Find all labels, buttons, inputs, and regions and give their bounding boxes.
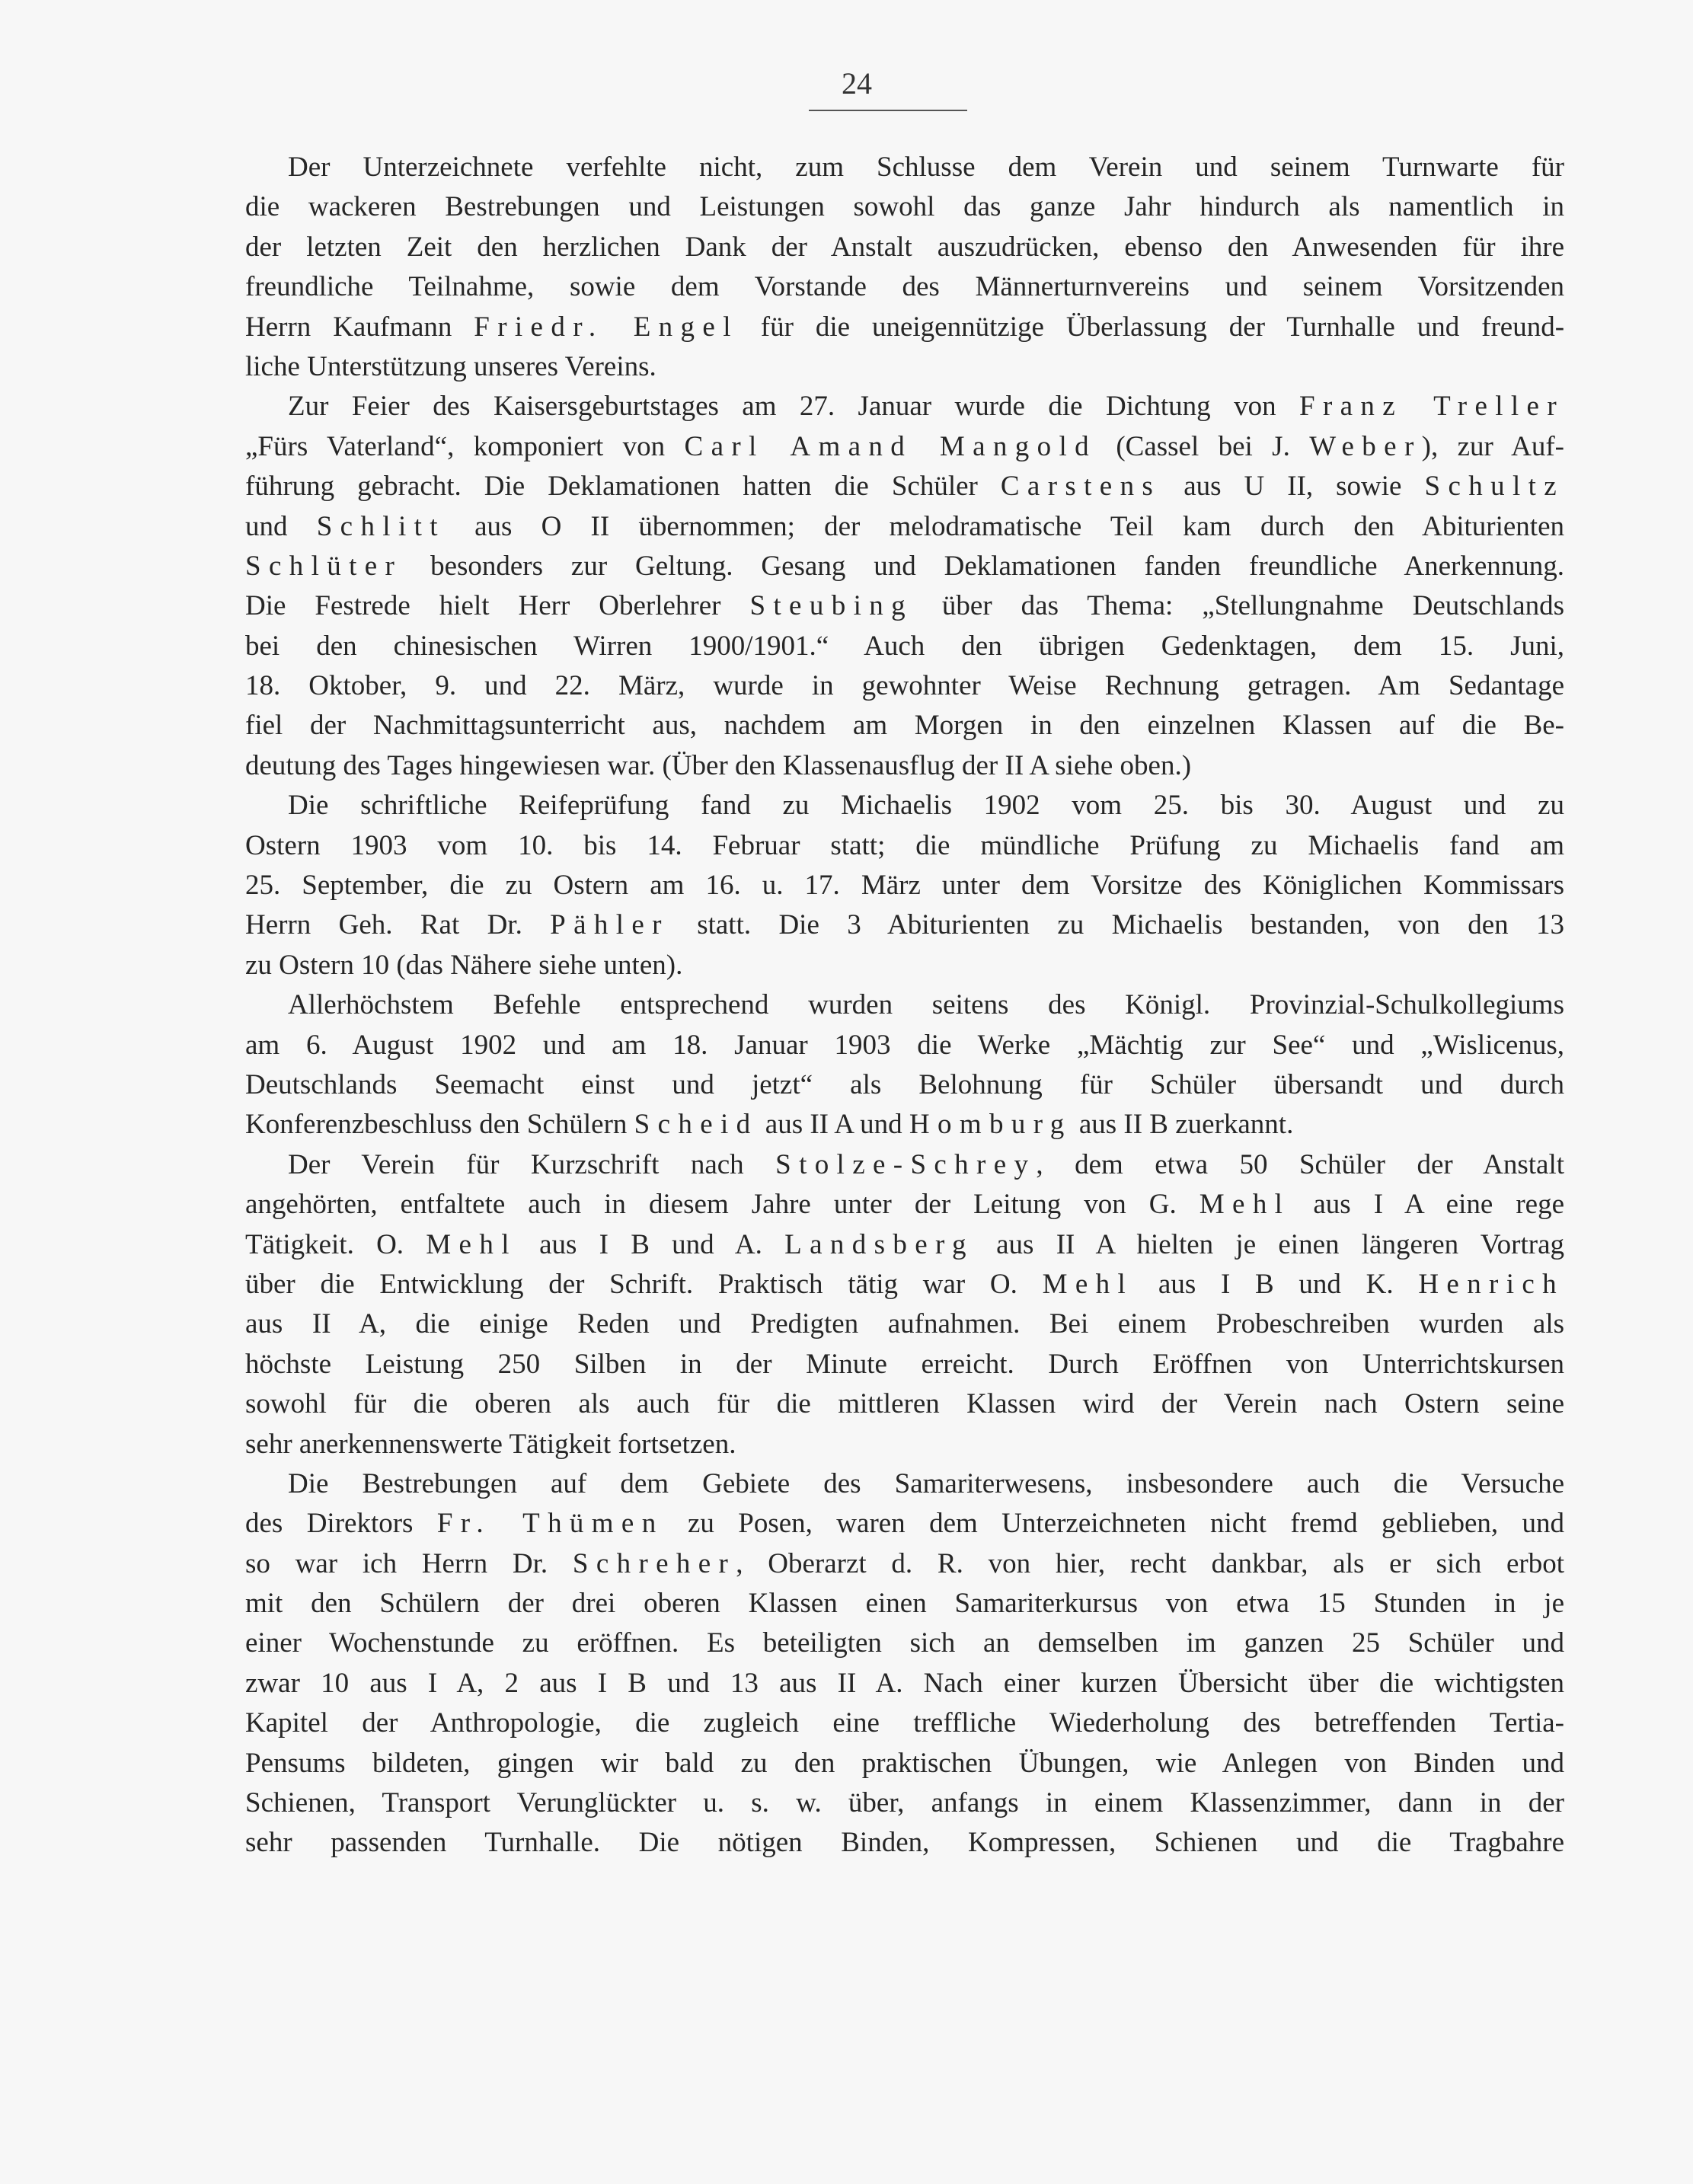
text-segment: sehr anerkennenswerte Tätigkeit fortsetzen. <box>245 1428 736 1460</box>
text-line <box>245 267 1564 307</box>
text-line <box>245 826 1564 866</box>
text-segment: Pensums bildeten, gingen wir bald zu den praktischen Übungen, wie Anlegen von Binden und <box>245 1747 1564 1779</box>
spaced-name: Schreher <box>572 1547 736 1579</box>
spaced-name: Fr. Thümen <box>436 1508 664 1540</box>
text-line <box>245 1584 1564 1624</box>
text-line <box>245 946 1564 985</box>
text-segment: Schienen, Transport Verunglückter u. s. w. über, anfangs in einem Klassenzimmer, dann in der <box>245 1787 1564 1819</box>
text-segment: aus O II übernommen; der melodramatische Teil kam durch den Abiturienten <box>445 510 1565 542</box>
spaced-name: Carstens <box>1000 471 1161 503</box>
text-line <box>245 1425 1564 1464</box>
text-line <box>245 1703 1564 1743</box>
text-segment: über die Entwicklung der Schrift. Praktisch tätig war O. <box>245 1268 1043 1300</box>
text-line <box>245 1225 1564 1265</box>
text-segment: zu Ostern 10 (das Nähere siehe unten). <box>245 949 683 981</box>
spaced-name: Pähler <box>550 909 669 941</box>
text-segment: freundliche Teilnahme, sowie dem Vorstande des Männerturnvereins und seinem Vorsitzenden <box>245 271 1564 303</box>
text-line <box>245 1464 1564 1504</box>
text-segment: aus II B zuerkannt. <box>1072 1109 1294 1141</box>
text-segment: fiel der Nachmittagsunterricht aus, nachdem am Morgen in den einzelnen Klassen auf die Be- <box>245 710 1564 742</box>
spaced-name: Homburg <box>909 1109 1072 1141</box>
spaced-name: Mehl <box>1199 1189 1291 1221</box>
text-line <box>245 905 1564 945</box>
spaced-name: Steubing <box>749 590 913 622</box>
text-segment: mit den Schülern der drei oberen Klassen einen Samariterkursus von etwa 15 Stunden in je <box>245 1588 1564 1620</box>
text-segment: aus II A, die einige Reden und Predigten aufnahmen. Bei einem Probeschreiben wurden als <box>245 1308 1564 1340</box>
text-line <box>245 706 1564 746</box>
text-segment: einer Wochenstunde zu eröffnen. Es beteiligten sich an demselben im ganzen 25 Schüler und <box>245 1627 1564 1659</box>
text-segment: Der Unterzeichnete verfehlte nicht, zum Schlusse dem Verein und seinem Turnwarte für <box>288 152 1564 183</box>
text-segment: (Cassel bei J. <box>1096 430 1310 462</box>
text-line <box>245 1065 1564 1105</box>
text-line <box>245 347 1564 387</box>
text-line <box>245 1265 1564 1304</box>
spaced-name: Landsberg <box>784 1228 974 1260</box>
text-segment: , dem etwa 50 Schüler der Anstalt <box>1036 1148 1564 1180</box>
text-segment: und <box>245 510 317 542</box>
text-line <box>245 1783 1564 1823</box>
text-segment: Allerhöchstem Befehle entsprechend wurden seitens des Königl. Provinzial-Schulkollegiums <box>288 989 1564 1021</box>
text-line <box>245 148 1564 187</box>
paragraph <box>245 786 1564 985</box>
spaced-name: Weber <box>1309 430 1422 462</box>
text-segment: liche Unterstützung unseres Vereins. <box>245 350 656 382</box>
text-segment: Die schriftliche Reifeprüfung fand zu Michaelis 1902 vom 25. bis 30. August und zu <box>288 790 1564 822</box>
spaced-name: Mehl <box>1042 1268 1134 1300</box>
text-segment: , Oberarzt d. R. von hier, recht dankbar, als er sich erbot <box>736 1547 1565 1579</box>
text-segment: zwar 10 aus I A, 2 aus I B und 13 aus II A. Nach einer kurzen Übersicht über die wichtigsten <box>245 1667 1564 1699</box>
body-text <box>245 148 1564 1863</box>
text-segment: sehr passenden Turnhalle. Die nötigen Binden, Kompressen, Schienen und die Tragbahre <box>245 1827 1564 1859</box>
text-line <box>245 1744 1564 1783</box>
text-line <box>245 1345 1564 1384</box>
paragraph <box>245 1464 1564 1863</box>
text-segment: „Fürs Vaterland“, komponiert von <box>245 430 685 462</box>
spaced-name: Schlüter <box>245 550 403 582</box>
page-number: 24 <box>842 66 872 101</box>
text-line <box>245 427 1564 467</box>
text-line <box>245 467 1564 506</box>
text-segment: Deutschlands Seemacht einst und jetzt“ als Belohnung für Schüler übersandt und durch <box>245 1068 1564 1100</box>
text-segment: bei den chinesischen Wirren 1900/1901.“ Auch den übrigen Gedenktagen, dem 15. Juni, <box>245 630 1564 662</box>
text-line <box>245 1304 1564 1344</box>
text-segment: Tätigkeit. O. <box>245 1228 426 1260</box>
text-line <box>245 1504 1564 1544</box>
spaced-name: Carl Amand Mangold <box>684 430 1097 462</box>
header-rule <box>809 110 967 111</box>
text-segment: höchste Leistung 250 Silben in der Minute erreicht. Durch Eröffnen von Unterrichtskursen <box>245 1348 1564 1380</box>
text-segment: am 6. August 1902 und am 18. Januar 1903 die Werke „Mächtig zur See“ und „Wislicenus, <box>245 1029 1564 1061</box>
text-segment: deutung des Tages hingewiesen war. (Über den Klassenausflug der II A siehe oben.) <box>245 749 1192 781</box>
text-segment: Ostern 1903 vom 10. bis 14. Februar statt; die mündliche Prüfung zu Michaelis fand am <box>245 829 1564 861</box>
text-segment: aus II A und <box>758 1109 909 1141</box>
text-segment: Der Verein für Kurzschrift nach <box>288 1148 776 1180</box>
spaced-name: Schlitt <box>316 510 446 542</box>
text-line <box>245 746 1564 786</box>
text-line <box>245 666 1564 706</box>
paragraph <box>245 985 1564 1145</box>
text-segment: Herrn Kaufmann <box>245 311 474 343</box>
text-segment: 18. Oktober, 9. und 22. März, wurde in gewohnter Weise Rechnung getragen. Am Sedantage <box>245 670 1564 702</box>
text-line <box>245 786 1564 825</box>
text-segment: Die Bestrebungen auf dem Gebiete des Samariterwesens, insbesondere auch die Versuche <box>288 1467 1564 1499</box>
text-segment: so war ich Herrn Dr. <box>245 1547 573 1579</box>
text-segment: aus U II, sowie <box>1161 471 1425 503</box>
text-segment: statt. Die 3 Abiturienten zu Michaelis bestanden, von den 13 <box>669 909 1564 941</box>
paragraph <box>245 387 1564 786</box>
spaced-name: Schultz <box>1424 471 1565 503</box>
text-line <box>245 187 1564 227</box>
spaced-name: Scheid <box>634 1109 759 1141</box>
text-segment: 25. September, die zu Ostern am 16. u. 17. März unter dem Vorsitze des Königlichen Kommissars <box>245 870 1564 902</box>
paragraph <box>245 148 1564 387</box>
text-line <box>245 627 1564 666</box>
text-segment: Kapitel der Anthropologie, die zugleich eine treffliche Wiederholung des betreffenden Tertia- <box>245 1707 1564 1739</box>
text-line <box>245 1544 1564 1584</box>
text-line <box>245 1664 1564 1703</box>
text-segment: des Direktors <box>245 1508 437 1540</box>
spaced-name: Mehl <box>426 1228 517 1260</box>
text-segment: aus II A hielten je einen längeren Vortrag <box>973 1228 1565 1260</box>
spaced-name: Franz Treller <box>1299 391 1565 423</box>
text-line <box>245 547 1564 586</box>
text-line <box>245 308 1564 347</box>
spaced-name: Friedr. Engel <box>474 311 739 343</box>
text-segment: Herrn Geh. Rat Dr. <box>245 909 551 941</box>
text-segment: zu Posen, waren dem Unterzeichneten nicht fremd geblieben, und <box>663 1508 1565 1540</box>
text-line <box>245 387 1564 426</box>
text-segment: Zur Feier des Kaisersgeburtstages am 27. Januar wurde die Dichtung von <box>288 391 1299 423</box>
text-segment: besonders zur Geltung. Gesang und Deklamationen fanden freundliche Anerkennung. <box>402 550 1564 582</box>
text-segment: sowohl für die oberen als auch für die mittleren Klassen wird der Verein nach Ostern seine <box>245 1388 1564 1420</box>
text-line <box>245 228 1564 267</box>
text-line <box>245 1185 1564 1225</box>
text-line <box>245 1026 1564 1065</box>
text-line <box>245 1105 1564 1145</box>
text-segment: ), zur Auf- <box>1421 430 1565 462</box>
paragraph <box>245 1145 1564 1464</box>
spaced-name: Stolze-Schrey <box>775 1148 1037 1180</box>
text-line <box>245 1823 1564 1863</box>
text-line <box>245 985 1564 1025</box>
text-segment: über das Thema: „Stellungnahme Deutschlands <box>912 590 1564 622</box>
text-segment: der letzten Zeit den herzlichen Dank der Anstalt auszudrücken, ebenso den Anwesenden für ihre <box>245 231 1564 263</box>
text-segment: die wackeren Bestrebungen und Leistungen sowohl das ganze Jahr hindurch als namentlich in <box>245 191 1564 223</box>
text-segment: aus I B und A. <box>516 1228 785 1260</box>
text-line <box>245 866 1564 905</box>
text-segment: für die uneigennützige Überlassung der Turnhalle und freund- <box>738 311 1565 343</box>
text-segment: führung gebracht. Die Deklamationen hatten die Schüler <box>245 471 1001 503</box>
text-segment: Die Festrede hielt Herr Oberlehrer <box>245 590 750 622</box>
text-segment: Konferenzbeschluss den Schülern <box>245 1109 634 1141</box>
text-line <box>245 507 1564 547</box>
text-segment: angehörten, entfaltete auch in diesem Jahre unter der Leitung von G. <box>245 1189 1199 1221</box>
text-segment: aus I B und K. <box>1133 1268 1419 1300</box>
spaced-name: Henrich <box>1418 1268 1565 1300</box>
text-segment: aus I A eine rege <box>1290 1189 1564 1221</box>
text-line <box>245 1145 1564 1185</box>
text-line <box>245 1624 1564 1663</box>
text-line <box>245 586 1564 626</box>
text-line <box>245 1384 1564 1424</box>
